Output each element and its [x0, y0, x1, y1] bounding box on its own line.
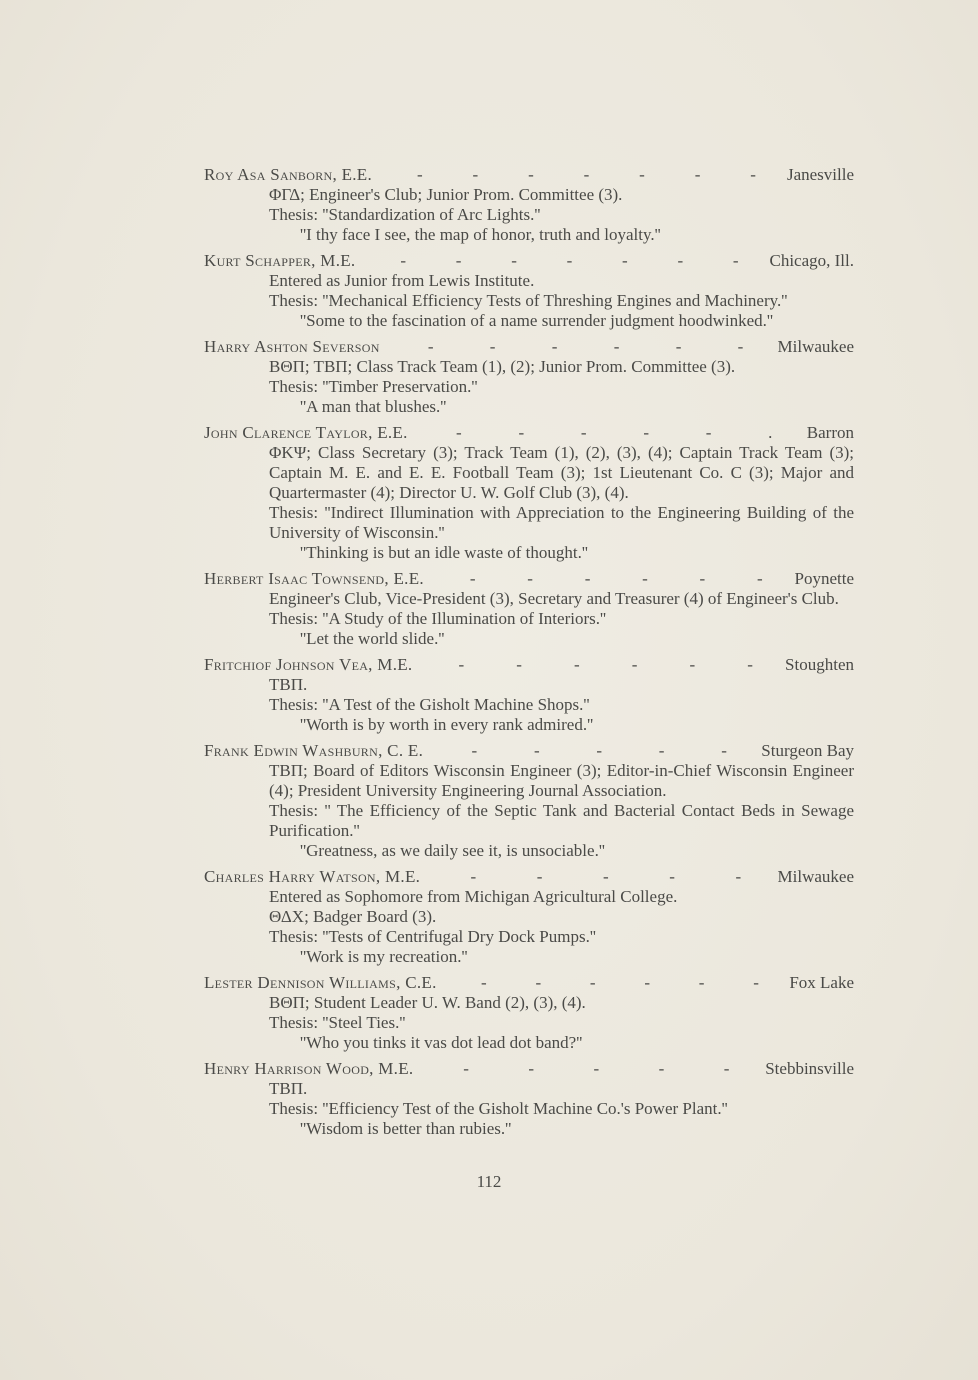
hometown: Janesville [786, 165, 854, 184]
dash-leader: - - - - - - [481, 973, 759, 992]
motto-quote: ''Worth is by worth in every rank admired.'' [300, 715, 594, 734]
motto-quote: ''Some to the fascination of a name surrender judgment hoodwinked.'' [300, 311, 774, 330]
student-name: John Clarence Taylor, E.E. [204, 423, 408, 442]
record-line: ΒΘΠ; ΤΒΠ; Class Track Team (1), (2); Junior Prom. Committee (3). [269, 357, 736, 376]
motto-quote: ''Let the world slide.'' [300, 629, 445, 648]
hometown: Stoughten [785, 655, 854, 674]
record-line: Entered as Sophomore from Michigan Agricultural College. [269, 887, 678, 906]
student-name: Frank Edwin Washburn, C. E. [204, 741, 424, 760]
entry-herbert-isaac-townsend [204, 569, 854, 649]
record-line: ΤΒΠ. [269, 675, 308, 694]
dash-leader: - - - - - - [427, 337, 744, 356]
hometown: Sturgeon Bay [761, 741, 854, 760]
thesis-line: Thesis: ''A Test of the Gisholt Machine Shops.'' [269, 695, 590, 714]
entry-henry-harrison-wood [204, 1059, 854, 1139]
record-line: ΦΓΔ; Engineer's Club; Junior Prom. Committee (3). [269, 185, 623, 204]
record-line: ΦΚΨ; Class Secretary (3); Track Team (1), (2), (3), (4); Captain Track Team (3); Captain M. E. and E. E. Football Team (3); 1st Lieutenant Co. C (3); Major and Quartermaster (4); Director U. W. Golf Club (3), (4). [269, 443, 854, 502]
motto-quote: ''Who you tinks it vas dot lead dot band?'' [300, 1033, 583, 1052]
thesis-line: Thesis: ''Steel Ties.'' [269, 1013, 406, 1032]
record-line: ΤΒΠ; Board of Editors Wisconsin Engineer (3); Editor-in-Chief Wisconsin Engineer (4); President University Engineering Journal Association. [269, 761, 854, 800]
hometown: Fox Lake [789, 973, 854, 992]
dash-leader: - - - - - - - [400, 251, 739, 270]
motto-quote: ''A man that blushes.'' [300, 397, 447, 416]
student-name: Herbert Isaac Townsend, E.E. [204, 569, 424, 588]
entry-kurt-schapper [204, 251, 854, 331]
student-name: Henry Harrison Wood, M.E. [204, 1059, 414, 1078]
hometown: Chicago, Ill. [769, 251, 854, 270]
entry-charles-harry-watson [204, 867, 854, 967]
hometown: Poynette [794, 569, 854, 588]
dash-leader: - - - - - . [456, 423, 773, 442]
dash-leader: - - - - - [463, 1059, 730, 1078]
record-line: ΘΔΧ; Badger Board (3). [269, 907, 437, 926]
thesis-line: Thesis: ''A Study of the Illumination of Interiors.'' [269, 609, 607, 628]
dash-leader: - - - - - [470, 867, 742, 886]
thesis-line: Thesis: '' The Efficiency of the Septic Tank and Bacterial Contact Beds in Sewage Purification.'' [269, 801, 854, 840]
thesis-line: Thesis: ''Standardization of Arc Lights.'' [269, 205, 541, 224]
record-line: ΤΒΠ. [269, 1079, 308, 1098]
thesis-line: Thesis: ''Indirect Illumination with Appreciation to the Engineering Building of the University of Wisconsin.'' [269, 503, 854, 542]
hometown: Barron [806, 423, 854, 442]
student-name: Fritchiof Johnson Vea, M.E. [204, 655, 413, 674]
record-line: Entered as Junior from Lewis Institute. [269, 271, 535, 290]
student-name: Charles Harry Watson, M.E. [204, 867, 421, 886]
entry-roy-asa-sanborn [204, 165, 854, 245]
record-line: Engineer's Club, Vice-President (3), Secretary and Treasurer (4) of Engineer's Club. [269, 589, 839, 608]
motto-quote: ''Thinking is but an idle waste of thought.'' [300, 543, 588, 562]
student-name: Lester Dennison Williams, C.E. [204, 973, 437, 992]
motto-quote: ''Work is my recreation.'' [300, 947, 468, 966]
hometown: Milwaukee [777, 337, 854, 356]
dash-leader: - - - - - - - [416, 165, 756, 184]
motto-quote: ''Wisdom is better than rubies.'' [300, 1119, 512, 1138]
motto-quote: ''Greatness, as we daily see it, is unsociable.'' [300, 841, 605, 860]
record-line: ΒΘΠ; Student Leader U. W. Band (2), (3), (4). [269, 993, 586, 1012]
thesis-line: Thesis: ''Tests of Centrifugal Dry Dock Pumps.'' [269, 927, 596, 946]
student-name: Kurt Schapper, M.E. [204, 251, 356, 270]
hometown: Milwaukee [777, 867, 854, 886]
entry-lester-dennison-williams [204, 973, 854, 1053]
graduate-list [204, 165, 854, 1145]
dash-leader: - - - - - - [469, 569, 763, 588]
student-name: Harry Ashton Severson [204, 337, 380, 356]
dash-leader: - - - - - [471, 741, 727, 760]
dash-leader: - - - - - - [458, 655, 753, 674]
entry-frank-edwin-washburn [204, 741, 854, 861]
thesis-line: Thesis: ''Efficiency Test of the Gisholt Machine Co.'s Power Plant.'' [269, 1099, 728, 1118]
thesis-line: Thesis: ''Mechanical Efficiency Tests of Threshing Engines and Machinery.'' [269, 291, 788, 310]
page-number: 112 [476, 1172, 502, 1191]
motto-quote: ''I thy face I see, the map of honor, truth and loyalty.'' [300, 225, 661, 244]
student-name: Roy Asa Sanborn, E.E. [204, 165, 373, 184]
thesis-line: Thesis: ''Timber Preservation.'' [269, 377, 478, 396]
hometown: Stebbinsville [765, 1059, 854, 1078]
entry-fritchiof-johnson-vea [204, 655, 854, 735]
entry-harry-ashton-severson [204, 337, 854, 417]
entry-john-clarence-taylor [204, 423, 854, 563]
